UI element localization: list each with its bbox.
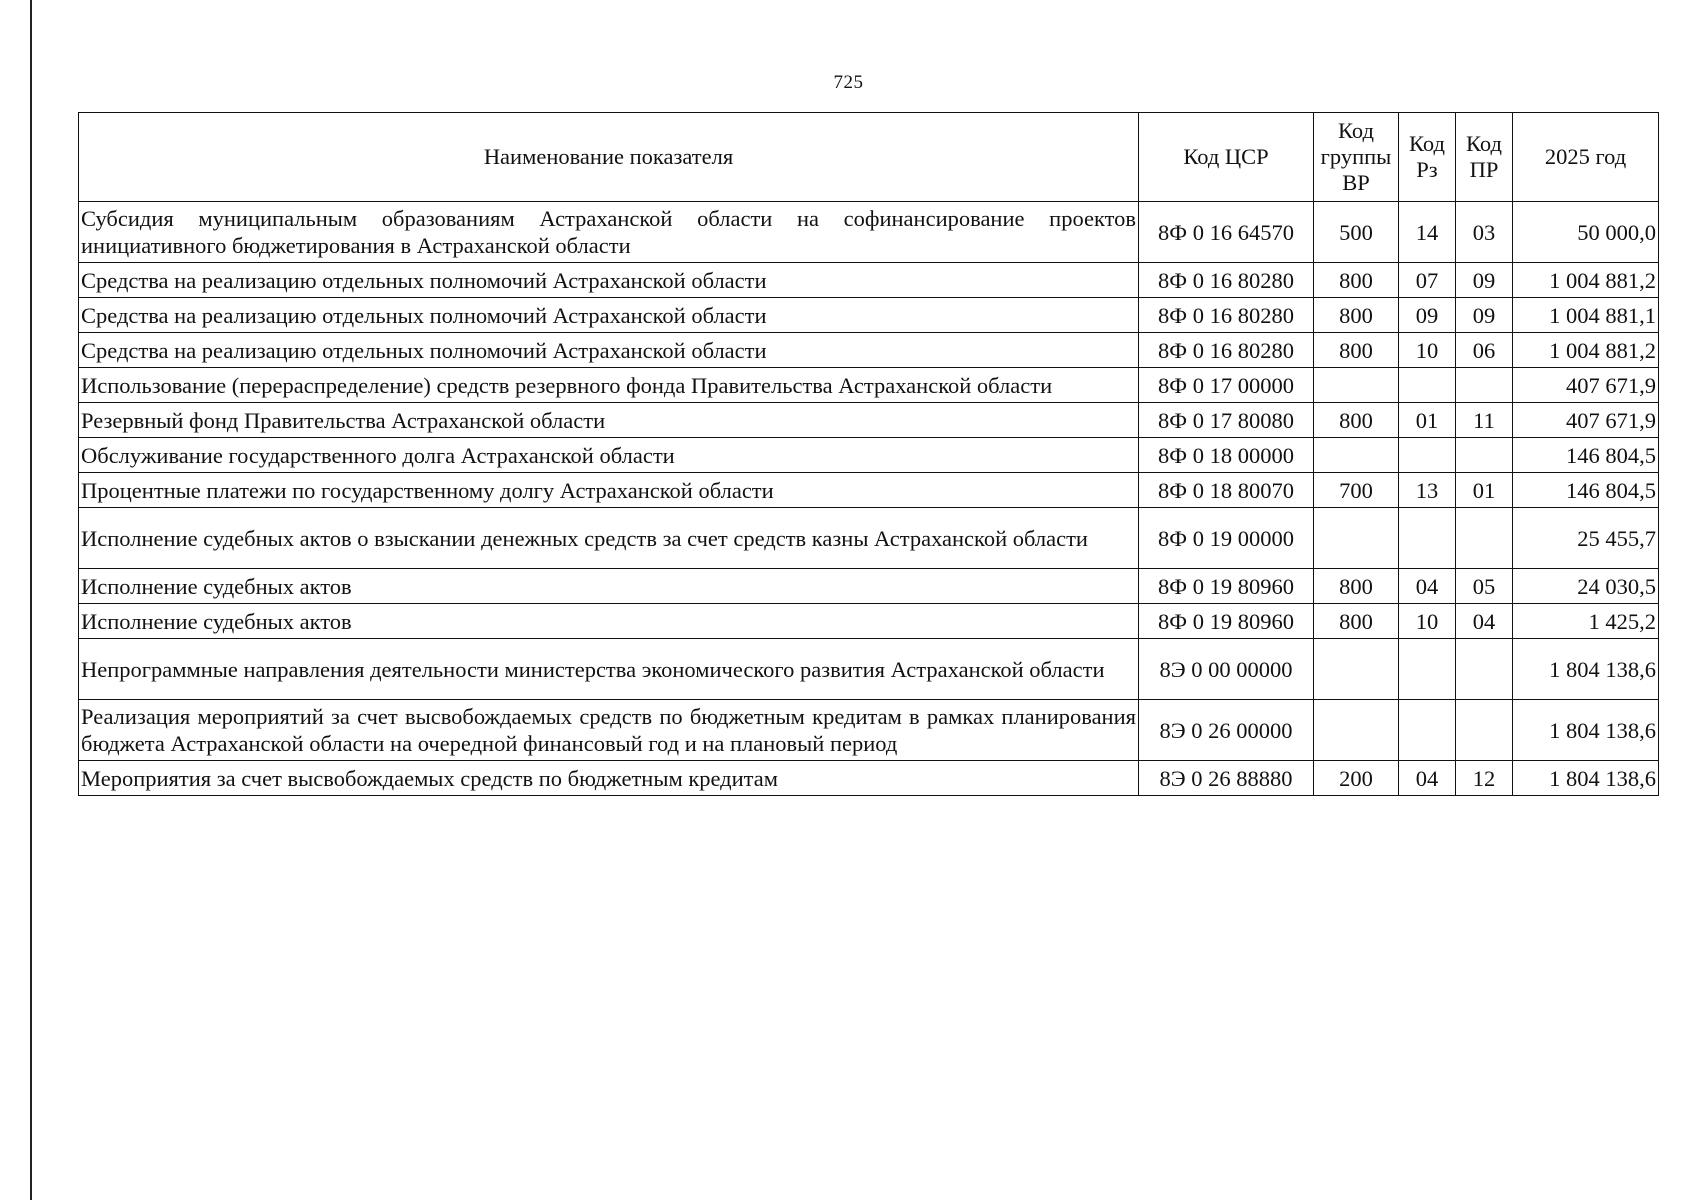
cell-name: Процентные платежи по государственному долгу Астраханской области xyxy=(79,473,1139,508)
cell-csr-code: 8Ф 0 18 80070 xyxy=(1139,473,1314,508)
table-row xyxy=(79,508,1659,569)
cell-pr-code: 05 xyxy=(1456,569,1513,604)
cell-rz-code xyxy=(1399,639,1456,700)
cell-amount: 50 000,0 xyxy=(1513,202,1659,263)
cell-csr-code: 8Ф 0 19 00000 xyxy=(1139,508,1314,569)
table-row xyxy=(79,263,1659,298)
cell-csr-code: 8Ф 0 16 64570 xyxy=(1139,202,1314,263)
cell-pr-code xyxy=(1456,438,1513,473)
cell-vr-code: 800 xyxy=(1314,333,1399,368)
cell-csr-code: 8Ф 0 16 80280 xyxy=(1139,263,1314,298)
cell-name: Непрограммные направления деятельности министерства экономического развития Астраханской области xyxy=(79,639,1139,700)
cell-vr-code: 200 xyxy=(1314,761,1399,796)
header-pr-code: Код ПР xyxy=(1456,113,1513,202)
cell-vr-code: 800 xyxy=(1314,298,1399,333)
cell-pr-code xyxy=(1456,700,1513,761)
cell-csr-code: 8Ф 0 16 80280 xyxy=(1139,333,1314,368)
budget-table xyxy=(78,112,1659,796)
cell-pr-code: 12 xyxy=(1456,761,1513,796)
cell-name: Мероприятия за счет высвобождаемых средств по бюджетным кредитам xyxy=(79,761,1139,796)
cell-amount: 1 804 138,6 xyxy=(1513,761,1659,796)
cell-csr-code: 8Ф 0 17 80080 xyxy=(1139,403,1314,438)
cell-name: Исполнение судебных актов о взыскании денежных средств за счет средств казны Астраханской области xyxy=(79,508,1139,569)
cell-name: Субсидия муниципальным образованиям Астраханской области на софинансирование проектов инициативного бюджетирования в Астраханской области xyxy=(79,202,1139,263)
cell-pr-code: 03 xyxy=(1456,202,1513,263)
cell-rz-code: 13 xyxy=(1399,473,1456,508)
cell-rz-code xyxy=(1399,368,1456,403)
table-row xyxy=(79,403,1659,438)
table-row xyxy=(79,761,1659,796)
cell-csr-code: 8Ф 0 19 80960 xyxy=(1139,569,1314,604)
table-header-row xyxy=(79,113,1659,202)
cell-pr-code: 11 xyxy=(1456,403,1513,438)
cell-rz-code: 04 xyxy=(1399,569,1456,604)
cell-pr-code: 04 xyxy=(1456,604,1513,639)
cell-vr-code xyxy=(1314,368,1399,403)
table-body xyxy=(79,202,1659,796)
cell-amount: 146 804,5 xyxy=(1513,438,1659,473)
cell-amount: 1 804 138,6 xyxy=(1513,639,1659,700)
cell-amount: 146 804,5 xyxy=(1513,473,1659,508)
cell-pr-code xyxy=(1456,368,1513,403)
cell-vr-code xyxy=(1314,508,1399,569)
cell-rz-code: 10 xyxy=(1399,333,1456,368)
cell-csr-code: 8Э 0 26 00000 xyxy=(1139,700,1314,761)
cell-amount: 25 455,7 xyxy=(1513,508,1659,569)
cell-vr-code: 800 xyxy=(1314,263,1399,298)
cell-pr-code xyxy=(1456,508,1513,569)
cell-pr-code: 09 xyxy=(1456,263,1513,298)
cell-vr-code: 800 xyxy=(1314,403,1399,438)
cell-amount: 1 004 881,1 xyxy=(1513,298,1659,333)
cell-rz-code: 04 xyxy=(1399,761,1456,796)
cell-rz-code xyxy=(1399,700,1456,761)
cell-rz-code xyxy=(1399,508,1456,569)
cell-amount: 407 671,9 xyxy=(1513,368,1659,403)
header-vr-code: Код группы ВР xyxy=(1314,113,1399,202)
page-number: 725 xyxy=(833,72,864,93)
cell-pr-code: 01 xyxy=(1456,473,1513,508)
cell-vr-code: 800 xyxy=(1314,569,1399,604)
cell-name: Исполнение судебных актов xyxy=(79,604,1139,639)
cell-rz-code: 07 xyxy=(1399,263,1456,298)
table-row xyxy=(79,473,1659,508)
cell-csr-code: 8Ф 0 17 00000 xyxy=(1139,368,1314,403)
cell-vr-code xyxy=(1314,639,1399,700)
header-year: 2025 год xyxy=(1513,113,1659,202)
cell-pr-code: 09 xyxy=(1456,298,1513,333)
cell-pr-code: 06 xyxy=(1456,333,1513,368)
table-row xyxy=(79,639,1659,700)
table-row xyxy=(79,700,1659,761)
table-row xyxy=(79,298,1659,333)
cell-name: Средства на реализацию отдельных полномочий Астраханской области xyxy=(79,333,1139,368)
table-row xyxy=(79,202,1659,263)
cell-rz-code: 14 xyxy=(1399,202,1456,263)
cell-csr-code: 8Ф 0 19 80960 xyxy=(1139,604,1314,639)
cell-rz-code: 09 xyxy=(1399,298,1456,333)
cell-rz-code xyxy=(1399,438,1456,473)
cell-vr-code: 700 xyxy=(1314,473,1399,508)
cell-amount: 1 004 881,2 xyxy=(1513,263,1659,298)
cell-csr-code: 8Ф 0 18 00000 xyxy=(1139,438,1314,473)
cell-amount: 407 671,9 xyxy=(1513,403,1659,438)
cell-amount: 1 004 881,2 xyxy=(1513,333,1659,368)
table-row xyxy=(79,333,1659,368)
cell-amount: 1 804 138,6 xyxy=(1513,700,1659,761)
cell-rz-code: 01 xyxy=(1399,403,1456,438)
table-row xyxy=(79,368,1659,403)
cell-name: Реализация мероприятий за счет высвобождаемых средств по бюджетным кредитам в рамках планирования бюджета Астраханской области на очередной финансовый год и на плановый период xyxy=(79,700,1139,761)
header-name: Наименование показателя xyxy=(79,113,1139,202)
cell-csr-code: 8Ф 0 16 80280 xyxy=(1139,298,1314,333)
header-rz-code: Код Рз xyxy=(1399,113,1456,202)
cell-amount: 24 030,5 xyxy=(1513,569,1659,604)
cell-name: Исполнение судебных актов xyxy=(79,569,1139,604)
header-csr-code: Код ЦСР xyxy=(1139,113,1314,202)
table-row xyxy=(79,604,1659,639)
cell-pr-code xyxy=(1456,639,1513,700)
cell-name: Обслуживание государственного долга Астраханской области xyxy=(79,438,1139,473)
cell-name: Использование (перераспределение) средств резервного фонда Правительства Астраханской области xyxy=(79,368,1139,403)
binding-line xyxy=(30,0,32,1200)
table-row xyxy=(79,438,1659,473)
cell-vr-code: 500 xyxy=(1314,202,1399,263)
cell-vr-code: 800 xyxy=(1314,604,1399,639)
cell-name: Средства на реализацию отдельных полномочий Астраханской области xyxy=(79,263,1139,298)
cell-name: Резервный фонд Правительства Астраханской области xyxy=(79,403,1139,438)
cell-vr-code xyxy=(1314,700,1399,761)
cell-csr-code: 8Э 0 00 00000 xyxy=(1139,639,1314,700)
cell-name: Средства на реализацию отдельных полномочий Астраханской области xyxy=(79,298,1139,333)
cell-csr-code: 8Э 0 26 88880 xyxy=(1139,761,1314,796)
cell-rz-code: 10 xyxy=(1399,604,1456,639)
cell-vr-code xyxy=(1314,438,1399,473)
table-row xyxy=(79,569,1659,604)
cell-amount: 1 425,2 xyxy=(1513,604,1659,639)
